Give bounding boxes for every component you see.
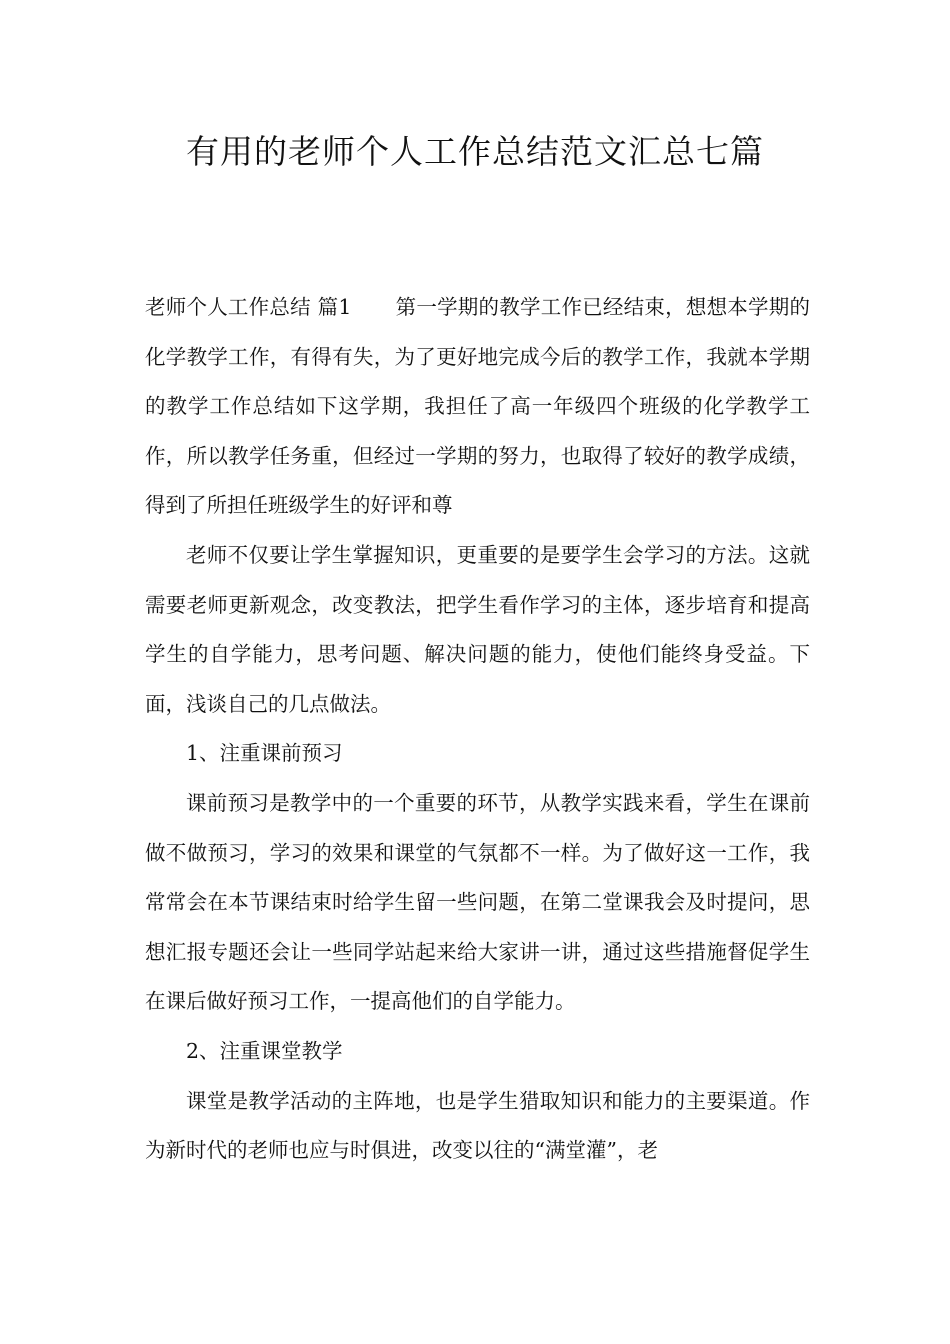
body-paragraph: 课前预习是教学中的一个重要的环节，从教学实践来看，学生在课前做不做预习，学习的效果和课堂的气氛都不一样。为了做好这一工作，我常常会在本节课结束时给学生留一些问题，在第二堂课我会及时提问，思想汇报专题还会让一些同学站起来给大家讲一讲，通过这些措施督促学生在课后做好预习工作，一提高他们的自学能力。 — [145, 790, 810, 1014]
intro-text: 第一学期的教学工作已经结束，想想本学期的化学教学工作，有得有失，为了更好地完成今后的教学工作，我就本学期的教学工作总结如下这学期，我担任了高一年级四个班级的化学教学工作，所以教学任务重，但经过一学期的努力，也取得了较好的教学成绩，得到了所担任班级学生的好评和尊 — [145, 295, 810, 518]
document-title: 有用的老师个人工作总结范文汇总七篇 — [186, 132, 764, 171]
subheading-classroom: 2、注重课堂教学 — [186, 1038, 343, 1063]
intro-paragraph — [145, 283, 810, 531]
subheading-preview: 1、注重课前预习 — [186, 741, 343, 766]
body-paragraph: 老师不仅要让学生掌握知识，更重要的是要学生会学习的方法。这就需要老师更新观念，改变教法，把学生看作学习的主体，逐步培育和提高学生的自学能力，思考问题、解决问题的能力，使他们能终身受益。下面，浅谈自己的几点做法。 — [145, 542, 810, 716]
section-heading: 老师个人工作总结 篇1 — [145, 295, 352, 319]
body-paragraph: 课堂是教学活动的主阵地，也是学生猎取知识和能力的主要渠道。作为新时代的老师也应与时俱进，改变以往的“满堂灌”，老 — [145, 1088, 810, 1163]
document-body — [145, 283, 810, 1176]
